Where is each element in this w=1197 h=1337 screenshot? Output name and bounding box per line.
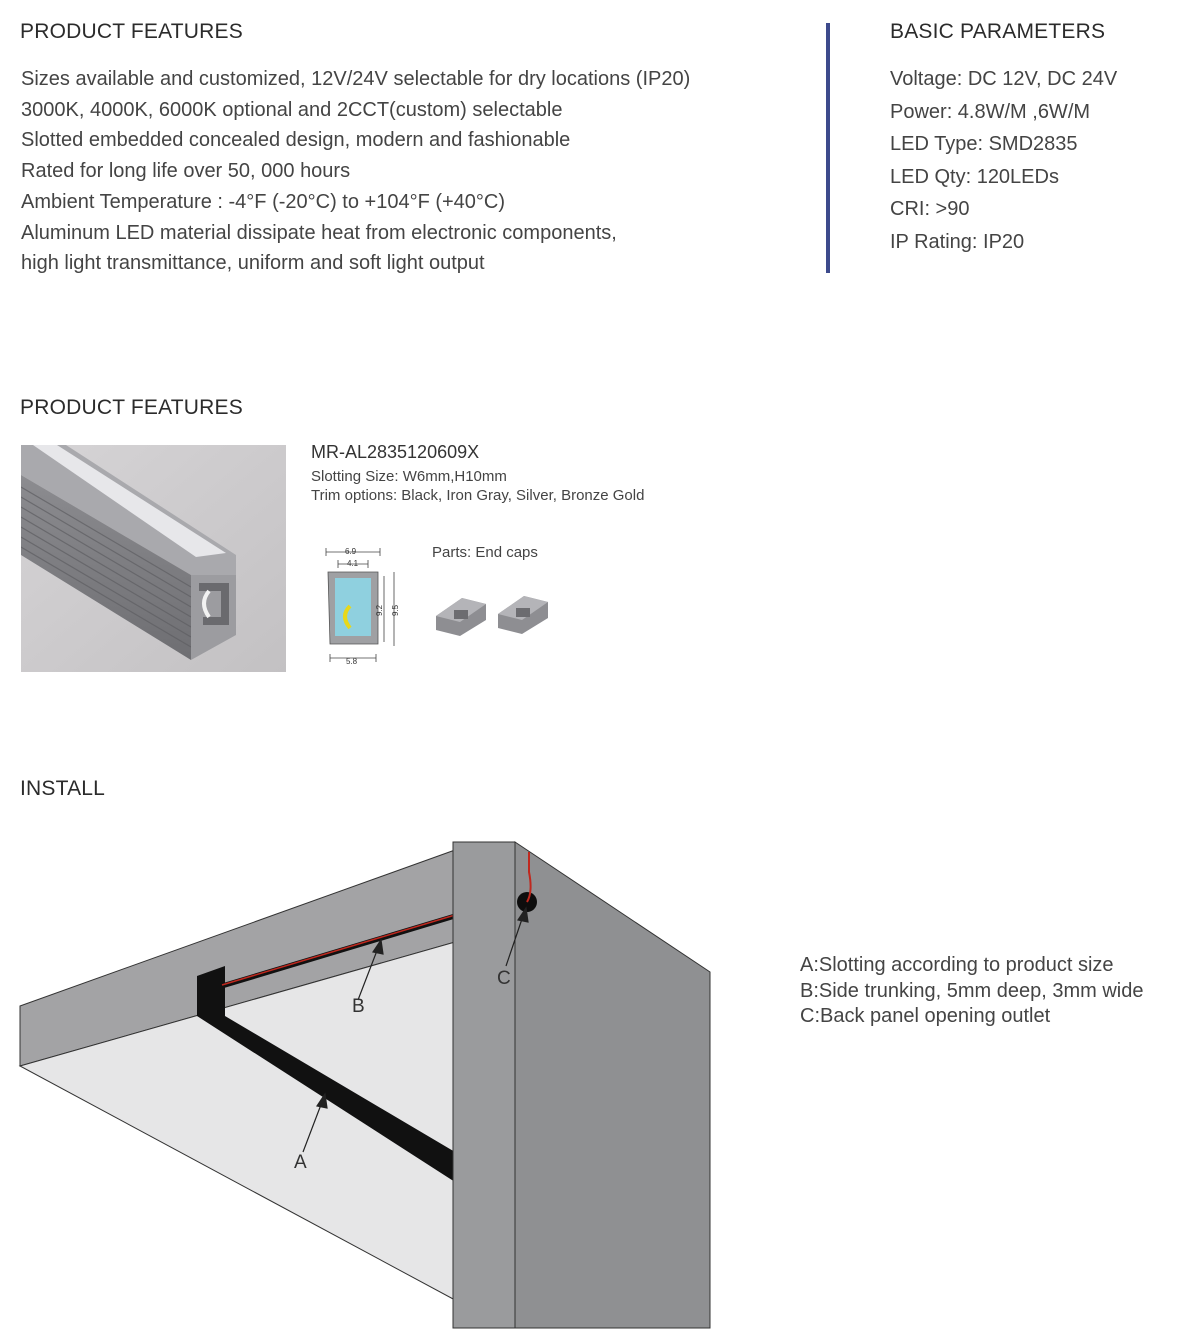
features-heading: PRODUCT FEATURES bbox=[20, 20, 243, 43]
feature-line: Aluminum LED material dissipate heat from electronic components, bbox=[21, 221, 617, 244]
legend-item-c: C:Back panel opening outlet bbox=[800, 1005, 1051, 1027]
product-photo bbox=[21, 445, 286, 672]
dim-top-inner: 4.1 bbox=[347, 559, 359, 568]
feature-line: Rated for long life over 50, 000 hours bbox=[21, 160, 351, 183]
feature-line: high light transmittance, uniform and soft light output bbox=[21, 252, 485, 275]
feature-line: Ambient Temperature : -4°F (-20°C) to +104°F (+40°C) bbox=[21, 190, 506, 213]
slotting-size: Slotting Size: W6mm,H10mm bbox=[311, 468, 507, 485]
install-legend bbox=[800, 953, 1195, 1030]
end-cap-icon bbox=[498, 596, 548, 634]
legend-item-a: A:Slotting according to product size bbox=[800, 954, 1114, 976]
product-heading: PRODUCT FEATURES bbox=[20, 396, 243, 419]
parts-label: Parts: End caps bbox=[432, 544, 538, 561]
parameters-heading: BASIC PARAMETERS bbox=[890, 20, 1106, 43]
dim-height-outer: 9.5 bbox=[391, 604, 400, 616]
feature-line: Sizes available and customized, 12V/24V selectable for dry locations (IP20) bbox=[21, 68, 691, 90]
parameter-line: CRI: >90 bbox=[890, 198, 970, 220]
parameter-line: Power: 4.8W/M ,6W/M bbox=[890, 100, 1091, 123]
install-heading: INSTALL bbox=[20, 777, 106, 800]
trim-options: Trim options: Black, Iron Gray, Silver, Bronze Gold bbox=[311, 487, 645, 504]
parameter-line: IP Rating: IP20 bbox=[890, 230, 1025, 253]
feature-line: Slotted embedded concealed design, modern and fashionable bbox=[21, 129, 571, 152]
model-number: MR-AL2835120609X bbox=[311, 442, 480, 462]
end-cap-icon bbox=[436, 598, 486, 636]
section-divider bbox=[826, 23, 830, 273]
parameters-list bbox=[890, 63, 1190, 258]
label-a: A bbox=[294, 1152, 307, 1173]
features-list bbox=[21, 64, 811, 279]
cross-section-diagram bbox=[318, 544, 408, 668]
dim-top-outer: 6.9 bbox=[345, 547, 357, 556]
parameter-line: Voltage: DC 12V, DC 24V bbox=[890, 68, 1118, 90]
legend-item-b: B:Side trunking, 5mm deep, 3mm wide bbox=[800, 979, 1144, 1002]
end-caps-image bbox=[432, 580, 552, 640]
feature-line: 3000K, 4000K, 6000K optional and 2CCT(custom) selectable bbox=[21, 98, 563, 121]
install-diagram bbox=[0, 830, 720, 1330]
dim-height-inner: 9.2 bbox=[375, 604, 384, 616]
label-c: C bbox=[497, 968, 511, 989]
parameter-line: LED Type: SMD2835 bbox=[890, 133, 1078, 155]
parameter-line: LED Qty: 120LEDs bbox=[890, 165, 1059, 188]
label-b: B bbox=[352, 996, 365, 1017]
dim-bottom: 5.8 bbox=[346, 657, 358, 666]
